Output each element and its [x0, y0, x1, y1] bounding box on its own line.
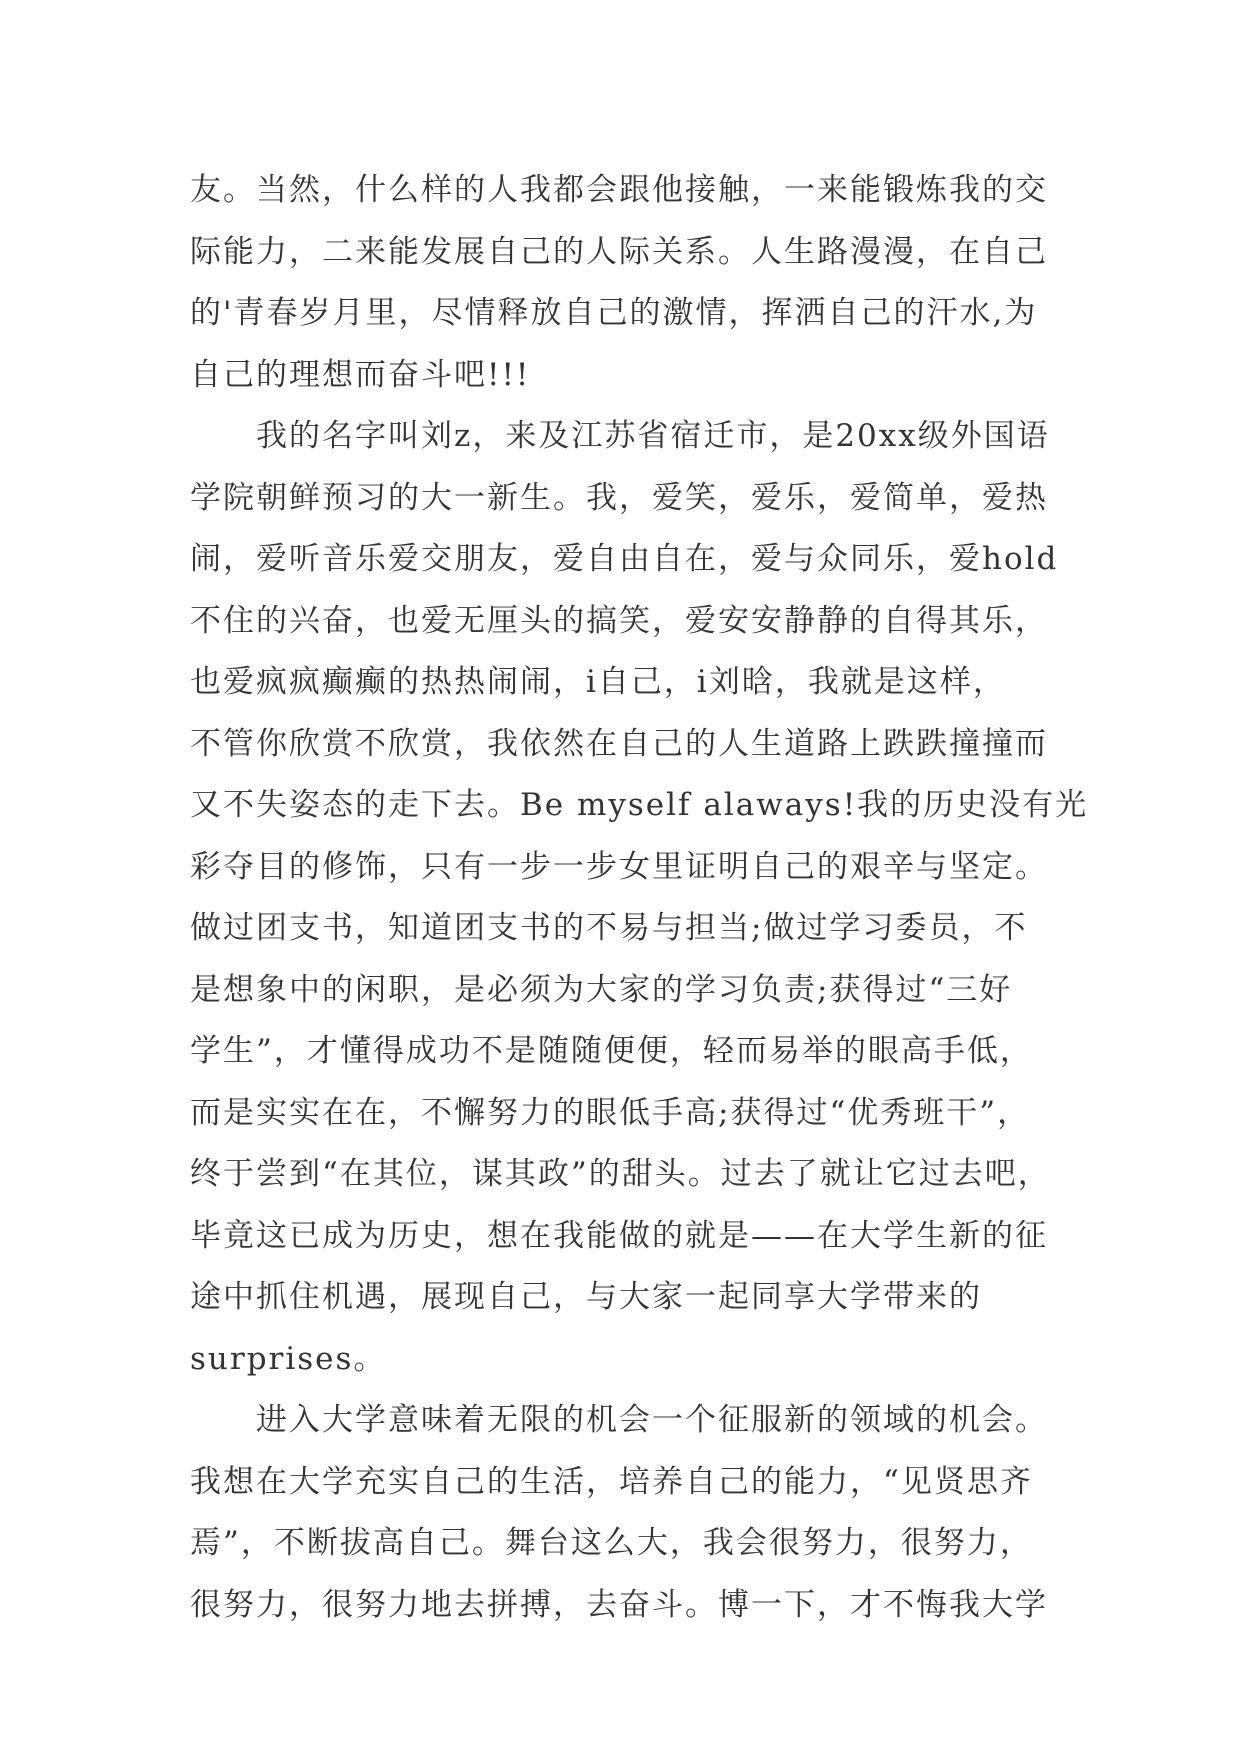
text-line: 学生”，才懂得成功不是随随便便，轻而易举的眼高手低， [190, 1033, 1033, 1069]
text-line: 的'青春岁月里，尽情释放自己的激情，挥洒自己的汗水,为 [190, 295, 1038, 331]
text-line: 终于尝到“在其位，谋其政”的甜头。过去了就让它过去吧， [190, 1156, 1051, 1192]
text-line: 自己的理想而奋斗吧!!! [190, 356, 531, 393]
text-line: surprises。 [190, 1340, 387, 1377]
text-line: 彩夺目的修饰，只有一步一步女里证明自己的艰辛与坚定。 [190, 848, 1048, 885]
text-line: 不住的兴奋，也爱无厘头的搞笑，爱安安静静的自得其乐， [190, 602, 1048, 639]
text-line: 途中抓住机遇，展现自己，与大家一起同享大学带来的 [190, 1279, 982, 1315]
paragraph-1 [190, 160, 1070, 406]
text-line: 也爱疯疯癫癫的热热闹闹，i自己，i刘晗，我就是这样， [190, 664, 1006, 700]
text-line: 际能力，二来能发展自己的人际关系。人生路漫漫，在自己 [190, 233, 1048, 270]
text-line: 学院朝鲜预习的大一新生。我，爱笑，爱乐，爱简单，爱热 [190, 479, 1048, 516]
text-line: 是想象中的闲职，是必须为大家的学习负责;获得过“三好 [190, 971, 1013, 1008]
paragraph-2 [190, 406, 1089, 1390]
document-body [190, 160, 1089, 1636]
text-line: 毕竟这已成为历史，想在我能做的就是——在大学生新的征 [190, 1217, 1048, 1254]
paragraph-3 [190, 1390, 1070, 1636]
text-line: 很努力，很努力地去拼搏，去奋斗。博一下，才不悔我大学 [190, 1586, 1048, 1623]
text-line: 闹，爱听音乐爱交朋友，爱自由自在，爱与众同乐，爱hold [190, 541, 1059, 577]
text-line: 做过团支书，知道团支书的不易与担当;做过学习委员，不 [190, 910, 1028, 946]
text-line: 友。当然，什么样的人我都会跟他接触，一来能锻炼我的交 [190, 172, 1048, 208]
text-line: 进入大学意味着无限的机会一个征服新的领域的机会。 [256, 1402, 1048, 1438]
text-line: 而是实实在在，不懈努力的眼低手高;获得过“优秀班干”， [190, 1094, 1031, 1131]
text-line: 我的名字叫刘z，来及江苏省宿迁市，是20xx级外国语 [256, 418, 1050, 454]
text-line: 焉”，不断拔高自己。舞台这么大，我会很努力，很努力， [190, 1525, 1033, 1561]
text-line: 我想在大学充实自己的生活，培养自己的能力，“见贤思齐 [190, 1463, 1033, 1500]
text-line: 不管你欣赏不欣赏，我依然在自己的人生道路上跌跌撞撞而 [190, 725, 1048, 762]
text-line: 又不失姿态的走下去。Be myself alaways!我的历史没有光 [190, 787, 1089, 823]
